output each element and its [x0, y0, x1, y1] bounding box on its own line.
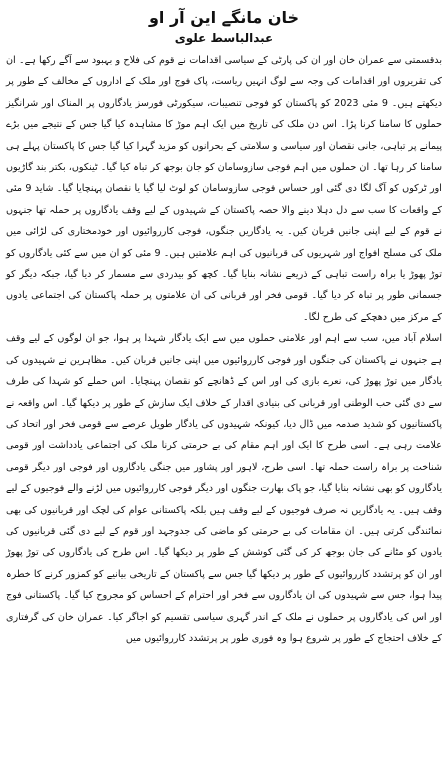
article-body [6, 50, 442, 649]
article-paragraph-1: بدقسمتی سے عمران خان اور ان کی پارٹی کے سیاسی اقدامات نے قوم کی فلاح و بہبود سے آگے رکھا ہے۔ ان کی تقریروں اور اقدامات کی وجہ سے لوگ انہیں ریاست، پاک فوج اور ملک کے اداروں کے مخالف کے طور پر دیکھتے ہیں۔ 9 مئی 2023 کو پاکستان کو فوجی تنصیبات، سیکورٹی فورسز یادگاروں پر المناک اور شرانگیز حملوں کا سامنا کرنا پڑا۔ اس دن ملک کی تاریخ میں ایک اہم موڑ کا مشاہدہ کیا گیا جس کے نتیجے میں بڑے پیمانے پر تباہی، جانی نقصان اور سیاسی و سلامتی کے بحرانوں کو مزید گہرا کیا گیا جس کا پاکستان پہلے ہی سامنا کر رہا تھا۔ ان حملوں میں اہم فوجی سازوسامان کو جان بوجھ کر تباہ کیا گیا۔ ٹینکوں، بکتر بند گاڑیوں اور ٹرکوں کو آگ لگا دی گئی اور حساس فوجی سازوسامان کو لوٹ لیا گیا یا نقصان پہنچایا گیا۔ شاید 9 مئی کے واقعات کا سب سے دل دہلا دینے والا حصہ پاکستان کے شہیدوں کے لیے وقف یادگاروں پر حملہ تھا جنہوں نے قوم کے لیے اپنی جانیں قربان کیں۔ یہ یادگاریں جنگوں، فوجی کارروائیوں اور خودمختاری کی لڑائی میں ملک کی مسلح افواج اور شہریوں کی قربانیوں کی اہم علامتیں ہیں۔ 9 مئی کو ان میں سے کئی یادگاروں کو توڑ پھوڑ یا براہ راست تباہی کے ذریعے نشانہ بنایا گیا۔ کچھ کو بیدردی سے مسمار کر دیا گیا، جبکہ دیگر کو جسمانی طور پر تباہ کر دیا گیا۔ قومی فخر اور قربانی کی ان علامتوں پر حملہ پاکستان کی اجتماعی یادوں کے مرکز میں دھچکے کی طرح لگا۔ [6, 55, 442, 323]
article-paragraph-2: اسلام آباد میں، سب سے اہم اور علامتی حملوں میں سے ایک یادگار شہدا پر ہوا، جو ان لوگوں کے لیے وقف ہے جنہوں نے پاکستان کی جنگوں اور فوجی کارروائیوں میں اپنی جانیں قربان کیں۔ مظاہرین نے شہیدوں کی یادگار میں توڑ پھوڑ کی، نعرے بازی کی اور اس کے ڈھانچے کو نقصان پہنچایا۔ اس حملے کو شہدا کی طرف سے دی گئی حب الوطنی اور قربانی کی بنیادی اقدار کے خلاف ایک سازش کے طور پر دیکھا گیا۔ اس واقعہ نے پاکستانیوں کو شدید صدمہ میں ڈال دیا، کیونکہ شہیدوں کی یادگار طویل عرصے سے قومی فخر اور اتحاد کی علامت رہی ہے۔ اسی طرح کا ایک اور اہم مقام کی بے حرمتی کرنا ملک کی اجتماعی یادداشت اور قومی شناخت پر براہ راست حملہ تھا۔ اسی طرح، لاہور اور پشاور میں جنگی یادگاروں اور فوجی اور دیگر قومی یادگاروں کو بھی نشانہ بنایا گیا، جو پاک بھارت جنگوں اور دیگر فوجی کارروائیوں میں لڑنے والے فوجیوں کے لیے وقف ہیں۔ یہ یادگاریں نہ صرف فوجیوں کے لیے وقف ہیں بلکہ پاکستانی عوام کی لچک اور قربانیوں کی بھی نمائندگی کرتی ہیں۔ ان مقامات کی بے حرمتی کو ماضی کی جدوجہد اور قوم کے لیے دی گئی قربانیوں کی یادوں کو مٹانے کی جان بوجھ کر کی گئی کوشش کے طور پر دیکھا گیا۔ اس طرح کی یادگاروں کی توڑ پھوڑ اور ان کو پرتشدد کارروائیوں کے طور پر دیکھا گیا جس سے پاکستان کے تاریخی بیانیے کو کمزور کرنے کا خطرہ پیدا ہوا، جس سے شہیدوں کی ان یادگاروں سے فخر اور احترام کے احساس کو مجروح کیا گیا۔ پاکستانی فوج اور اس کی یادگاروں پر حملوں نے ملک کے اندر گہری سیاسی تقسیم کو اجاگر کیا۔ عمران خان کی گرفتاری کے خلاف احتجاج کے طور پر شروع ہوا وہ فوری طور پر پرتشدد کارروائیوں میں [6, 333, 442, 644]
article-author: عبدالباسط علوی [174, 31, 274, 45]
article-headline: خان مانگے این آر او [148, 8, 300, 27]
